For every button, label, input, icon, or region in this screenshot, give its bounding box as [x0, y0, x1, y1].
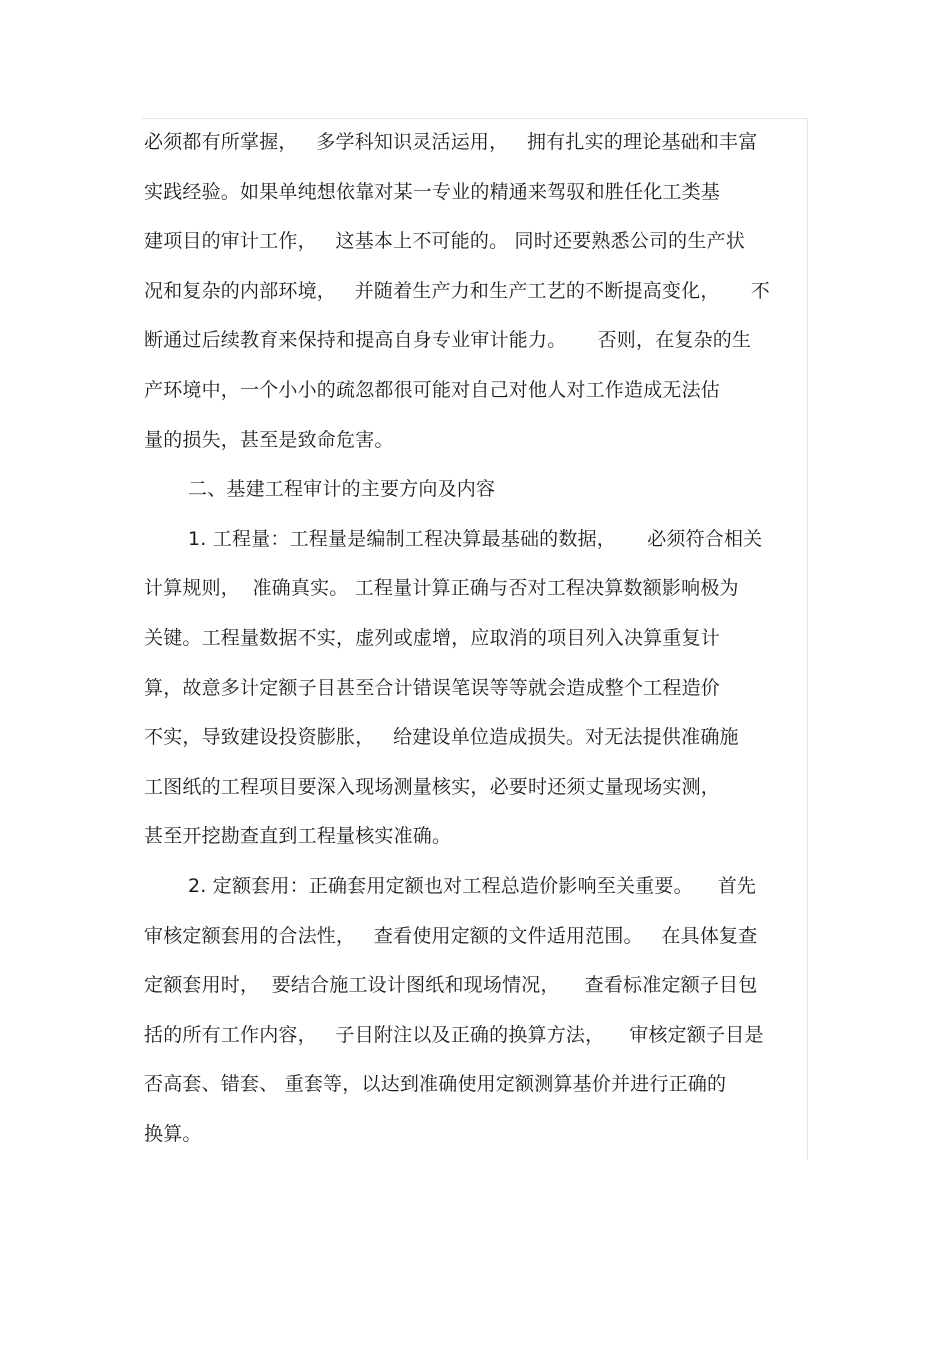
text-line-7: 量的损失，甚至是致命危害。 — [144, 428, 394, 451]
text-line-4: 况和复杂的内部环境， 并随着生产力和生产工艺的不断提高变化， 不 — [144, 279, 770, 302]
text-line-17: 审核定额套用的合法性， 查看使用定额的文件适用范围。 在具体复查 — [144, 924, 758, 947]
text-line-20: 否高套、错套、 重套等，以达到准确使用定额测算基价并进行正确的 — [144, 1073, 727, 1096]
text-line-11: 关键。工程量数据不实，虚列或虚增，应取消的项目列入决算重复计 — [144, 626, 721, 649]
text-line-5: 断通过后续教育来保持和提高自身专业审计能力。 否则，在复杂的生 — [144, 329, 752, 352]
text-line-13: 不实，导致建设投资膨胀， 给建设单位造成损失。对无法提供准确施 — [144, 726, 739, 749]
section-heading: 二、基建工程审计的主要方向及内容 — [188, 478, 496, 501]
text-line-6: 产环境中，一个小小的疏忽都很可能对自己对他人对工作造成无法估 — [144, 378, 721, 401]
document-body — [144, 118, 808, 1159]
text-line-18: 定额套用时， 要结合施工设计图纸和现场情况， 查看标准定额子目包 — [144, 974, 758, 997]
text-line-3: 建项目的审计工作， 这基本上不可能的。 同时还要熟悉公司的生产状 — [144, 230, 745, 253]
text-line-12: 算，故意多计定额子目甚至合计错误笔误等等就会造成整个工程造价 — [144, 676, 721, 699]
text-line-14: 工图纸的工程项目要深入现场测量核实，必要时还须丈量现场实测， — [144, 775, 721, 798]
text-line-2: 实践经验。如果单纯想依靠对某一专业的精通来驾驭和胜任化工类基 — [144, 180, 721, 203]
text-line-10: 计算规则， 准确真实。 工程量计算正确与否对工程决算数额影响极为 — [144, 577, 739, 600]
text-line-21: 换算。 — [144, 1122, 202, 1145]
text-line-16: 2. 定额套用：正确套用定额也对工程总造价影响至关重要。 首先 — [188, 874, 757, 897]
text-line-15: 甚至开挖勘查直到工程量核实准确。 — [144, 825, 452, 848]
text-line-1: 必须都有所掌握， 多学科知识灵活运用， 拥有扎实的理论基础和丰富 — [144, 131, 758, 153]
text-line-9: 1. 工程量：工程量是编制工程决算最基础的数据， 必须符合相关 — [188, 527, 763, 550]
text-line-19: 括的所有工作内容， 子目附注以及正确的换算方法， 审核定额子目是 — [144, 1023, 764, 1046]
